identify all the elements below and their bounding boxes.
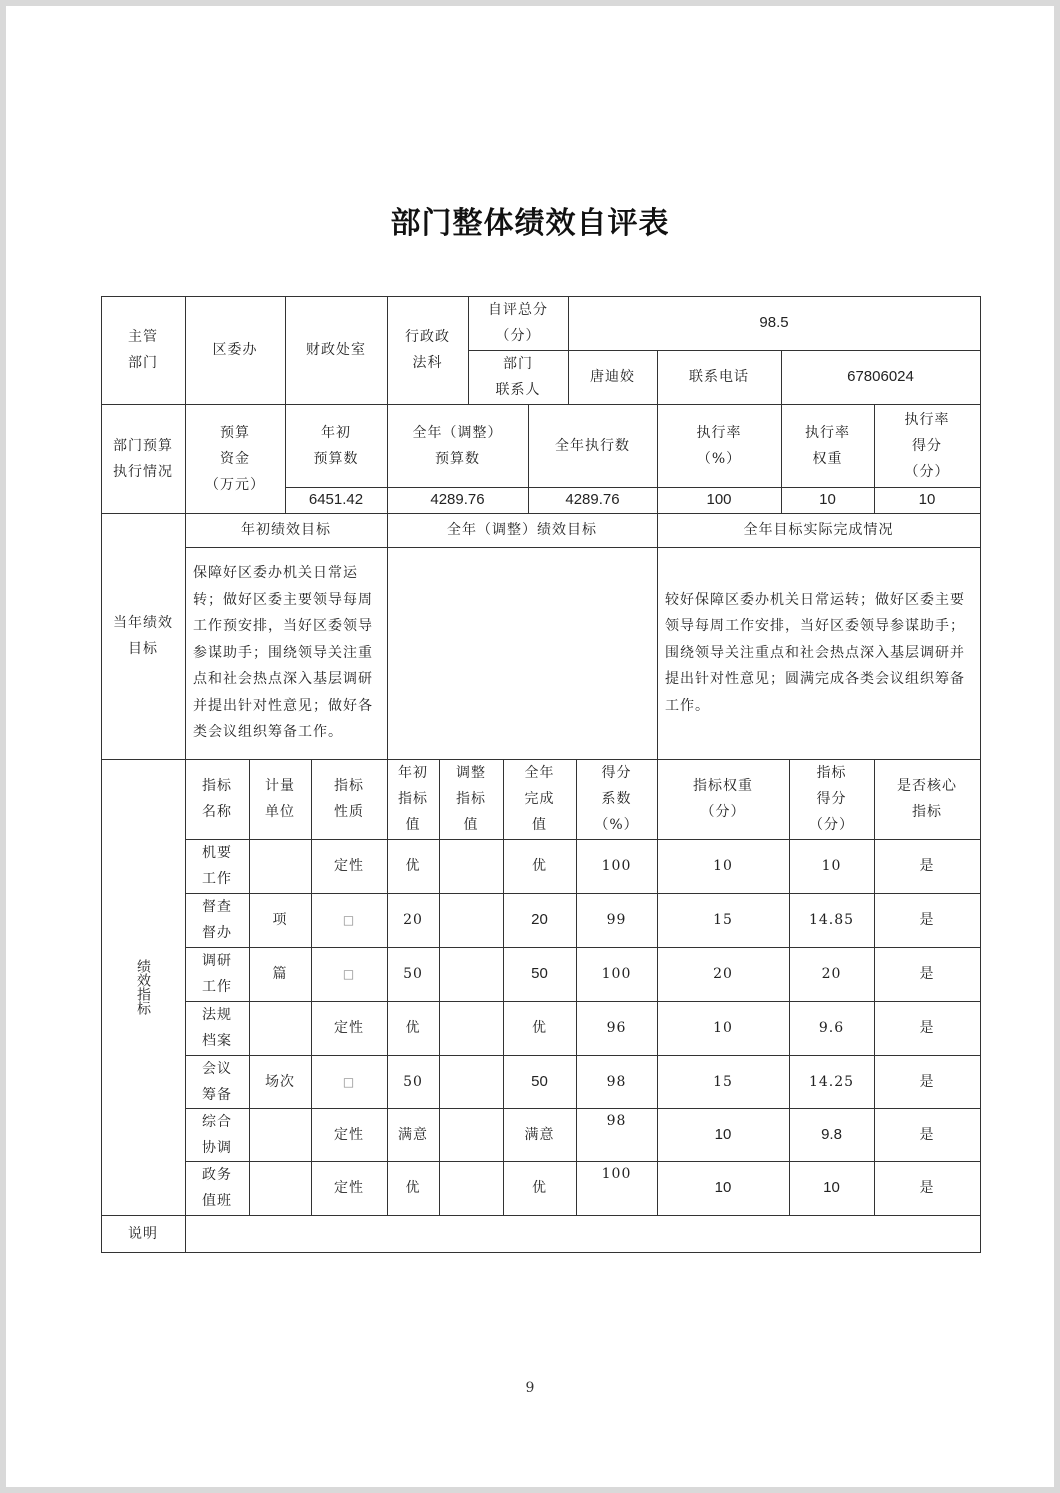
indicator-completed-value: 20 — [531, 911, 548, 928]
indicator-unit: 篇 — [272, 966, 288, 982]
indicator-indicator-name: 综合 协调 — [202, 1113, 232, 1156]
indicator-is-core: 是 — [919, 966, 935, 982]
indicator-header-unit: 计量 单位 — [265, 778, 295, 820]
indicator-nature: □ — [342, 913, 356, 927]
indicator-adjusted-value — [439, 947, 503, 1001]
budget-row-label: 部门预算 执行情况 — [113, 437, 173, 480]
indicator-completed-value: 优 — [532, 858, 547, 874]
indicator-adjusted-value — [439, 839, 503, 893]
goals-actual-text: 较好保障区委办机关日常运转；做好区委主要领导每周工作安排，当好区委领导参谋助手；围绕领导关注重点和社会热点深入基层调研并提出针对性意见；圆满完成各类会议组织筹备工作。 — [665, 591, 965, 714]
page-title: 部门整体绩效自评表 — [390, 206, 670, 241]
indicator-initial-value: 20 — [403, 912, 423, 928]
total-score-label: 自评总分 （分） — [488, 302, 548, 344]
total-score-value: 98.5 — [759, 314, 789, 331]
indicator-score-coef: 100 — [601, 858, 632, 874]
indicator-header-weight: 指标权重 （分） — [693, 778, 753, 820]
phone-label: 联系电话 — [689, 369, 749, 385]
indicator-header-completed-value: 全年 完成 值 — [524, 765, 555, 833]
section-value: 行政政 法科 — [405, 329, 450, 371]
indicator-score-coef: 96 — [606, 1020, 627, 1036]
indicators-row-label — [101, 759, 185, 1215]
indicator-is-core: 是 — [919, 912, 935, 928]
notes-label: 说明 — [128, 1225, 158, 1242]
indicator-header-initial-value: 年初 指标 值 — [398, 765, 428, 833]
indicator-indicator-name: 调研 工作 — [202, 953, 232, 995]
goals-adjusted-text — [387, 547, 657, 759]
office-value: 财政处室 — [306, 342, 366, 358]
budget-initial-label: 年初 预算数 — [313, 424, 359, 467]
indicator-nature: 定性 — [334, 1180, 364, 1196]
indicator-completed-value: 50 — [531, 1072, 548, 1090]
indicator-initial-value: 优 — [405, 858, 421, 874]
budget-rate-label: 执行率 （%） — [696, 424, 742, 467]
indicator-header-score: 指标 得分 （分） — [809, 765, 854, 833]
contact-label: 部门 联系人 — [495, 356, 541, 398]
supervisor-label: 主管 部门 — [128, 329, 158, 371]
goals-initial-text: 保障好区委办机关日常运转；做好区委主要领导每周工作预安排，当好区委领导参谋助手；围绕领导关注重点和社会热点深入基层调研并提出针对性意见；做好各类会议组织筹备工作。 — [193, 565, 373, 741]
indicator-score-coef: 98 — [606, 1113, 627, 1129]
indicator-indicator-name: 机要 工作 — [202, 845, 232, 887]
indicator-header-is-core: 是否核心 指标 — [897, 778, 957, 820]
indicator-is-core: 是 — [919, 1073, 935, 1090]
indicator-header-score-coef: 得分 系数 （%） — [594, 765, 639, 833]
indicator-score: 20 — [821, 966, 842, 982]
indicator-is-core: 是 — [919, 858, 935, 874]
goals-initial-header: 年初绩效目标 — [241, 522, 331, 538]
indicator-initial-value: 优 — [405, 1020, 421, 1036]
indicators-row-label-text: 绩效指标 — [135, 959, 151, 1015]
budget-weight-value: 10 — [819, 491, 836, 508]
indicator-nature: 定性 — [334, 1020, 364, 1036]
indicator-completed-value: 优 — [532, 1020, 547, 1036]
supervisor-value: 区委办 — [212, 342, 258, 358]
indicator-weight: 10 — [714, 1179, 732, 1196]
indicator-score-coef: 99 — [606, 912, 627, 928]
indicator-score-coef: 98 — [606, 1073, 627, 1090]
indicator-unit — [249, 1001, 311, 1055]
indicator-unit: 场次 — [265, 1073, 295, 1090]
notes-text — [185, 1215, 980, 1252]
indicator-header-indicator-name: 指标 名称 — [202, 778, 232, 820]
budget-adjusted-value: 4289.76 — [430, 491, 485, 508]
indicator-is-core: 是 — [919, 1180, 935, 1196]
budget-weight-label: 执行率 权重 — [805, 424, 850, 467]
indicator-nature: 定性 — [334, 858, 364, 874]
indicator-unit — [249, 839, 311, 893]
indicator-score-coef: 100 — [601, 1166, 632, 1182]
indicator-score: 14.25 — [808, 1073, 855, 1090]
indicator-unit — [249, 1108, 311, 1161]
indicator-weight: 15 — [713, 1073, 733, 1090]
indicator-adjusted-value — [439, 1001, 503, 1055]
phone-value: 67806024 — [847, 368, 914, 385]
indicator-initial-value: 优 — [405, 1180, 421, 1196]
indicator-adjusted-value — [439, 893, 503, 947]
indicator-unit: 项 — [272, 912, 288, 928]
indicator-initial-value: 50 — [403, 966, 423, 982]
indicator-nature: □ — [342, 967, 356, 981]
indicator-score: 9.8 — [821, 1125, 842, 1143]
indicator-weight: 10 — [713, 858, 733, 874]
indicator-score: 9.6 — [818, 1020, 845, 1036]
indicator-initial-value: 50 — [403, 1073, 423, 1090]
indicator-completed-value: 50 — [531, 965, 548, 982]
goals-actual-header: 全年目标实际完成情况 — [743, 522, 894, 538]
indicator-weight: 10 — [714, 1125, 732, 1143]
page-number: 9 — [525, 1380, 535, 1396]
budget-initial-value: 6451.42 — [308, 491, 364, 508]
indicator-unit — [249, 1161, 311, 1215]
indicator-indicator-name: 会议 筹备 — [202, 1060, 232, 1103]
budget-score-value: 10 — [918, 491, 936, 508]
contact-name: 唐迪姣 — [590, 369, 635, 385]
indicator-header-nature: 指标 性质 — [334, 778, 364, 820]
indicator-completed-value: 优 — [532, 1180, 547, 1196]
indicator-adjusted-value — [439, 1108, 503, 1161]
indicator-nature: □ — [342, 1074, 356, 1089]
budget-adjusted-label: 全年（调整） 预算数 — [412, 424, 503, 467]
indicator-nature: 定性 — [334, 1126, 364, 1143]
indicator-adjusted-value — [439, 1161, 503, 1215]
indicator-score: 10 — [821, 858, 842, 874]
indicator-indicator-name: 法规 档案 — [202, 1007, 232, 1049]
indicator-indicator-name: 督查 督办 — [202, 899, 232, 941]
budget-funds-label: 预算 资金 （万元） — [205, 424, 265, 493]
budget-rate-value: 100 — [706, 491, 732, 508]
indicator-score-coef: 100 — [601, 966, 632, 982]
indicator-weight: 20 — [713, 966, 733, 982]
indicator-initial-value: 满意 — [398, 1126, 428, 1143]
goals-adjusted-header: 全年（调整）绩效目标 — [447, 522, 597, 538]
indicator-adjusted-value — [439, 1055, 503, 1108]
indicator-completed-value: 满意 — [524, 1126, 555, 1143]
indicator-indicator-name: 政务 值班 — [202, 1167, 232, 1209]
indicator-score: 14.85 — [808, 912, 855, 928]
budget-score-label: 执行率 得分 （分） — [904, 411, 950, 480]
budget-executed-value: 4289.76 — [565, 491, 620, 508]
indicator-weight: 10 — [713, 1020, 733, 1036]
budget-executed-label: 全年执行数 — [555, 437, 630, 454]
indicator-is-core: 是 — [919, 1126, 935, 1143]
indicator-header-adjusted-value: 调整 指标 值 — [456, 765, 486, 833]
indicator-score: 10 — [823, 1179, 840, 1196]
indicator-is-core: 是 — [919, 1020, 935, 1036]
goals-row-label: 当年绩效 目标 — [113, 615, 173, 657]
indicator-weight: 15 — [713, 912, 733, 928]
